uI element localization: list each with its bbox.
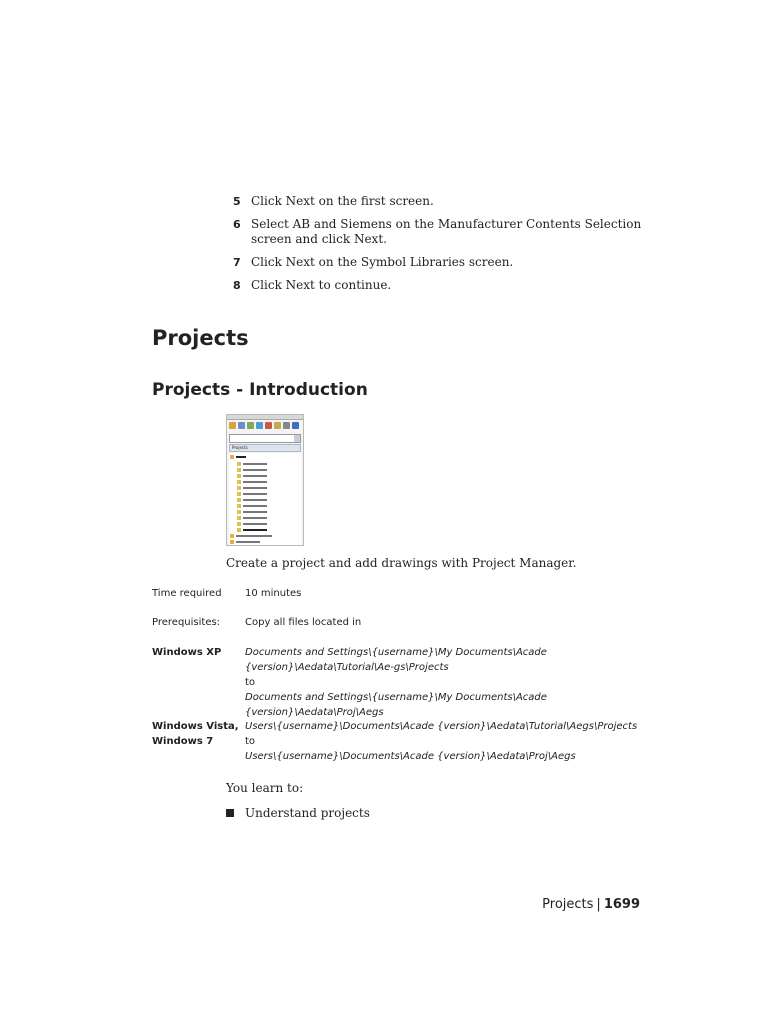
- drawing-icon: [237, 498, 241, 502]
- help-icon: [292, 422, 299, 429]
- info-value: [245, 719, 642, 764]
- info-row-time: [152, 586, 642, 601]
- tree-row: [237, 468, 267, 472]
- step-item: [233, 255, 643, 270]
- tree-row: [230, 540, 260, 544]
- info-row-prereq: [152, 615, 642, 630]
- info-value: 10 minutes: [245, 588, 302, 599]
- step-text: Click Next on the Symbol Libraries screen.: [251, 255, 514, 269]
- destination-path: Users\{username}\Documents\Acade {version}\Aedata\Proj\Aegs: [245, 751, 576, 762]
- step-list: [233, 194, 643, 301]
- tree-header: [229, 444, 301, 452]
- page-number: 1699: [603, 897, 640, 912]
- drawing-icon: [237, 468, 241, 472]
- new-drawing-icon: [247, 422, 254, 429]
- open-project-icon: [229, 422, 236, 429]
- project-manager-screenshot: [226, 414, 304, 546]
- step-text: Click Next on the first screen.: [251, 194, 434, 208]
- drawing-icon: [237, 528, 241, 532]
- project-selector: [229, 434, 301, 443]
- learn-item-text: Understand projects: [245, 806, 370, 820]
- folder-icon: [230, 540, 234, 544]
- step-number: 5: [233, 195, 241, 208]
- info-value: [245, 645, 642, 720]
- tools-icon: [283, 422, 290, 429]
- info-row-windows-vista: [152, 719, 642, 764]
- tree-row: [237, 480, 267, 484]
- page-footer: [542, 897, 640, 912]
- step-text: Select AB and Siemens on the Manufacturer Contents Selection screen and click Next.: [251, 217, 642, 246]
- tree-row: [237, 510, 267, 514]
- tree-row: [237, 522, 267, 526]
- drawing-icon: [237, 522, 241, 526]
- info-label: Windows Vista, Windows 7: [152, 721, 239, 747]
- tree-row: [237, 498, 267, 502]
- drawing-icon: [237, 480, 241, 484]
- source-path: Documents and Settings\{username}\My Documents\Acade {version}\Aedata\Tutorial\Ae-gs\Projects: [245, 647, 547, 673]
- folder-icon: [230, 545, 234, 546]
- destination-path: Documents and Settings\{username}\My Documents\Acade {version}\Aedata\Proj\Aegs: [245, 692, 547, 718]
- folder-icon: [230, 455, 234, 459]
- drawing-icon: [237, 486, 241, 490]
- tree-row: [237, 504, 267, 508]
- drawing-icon: [237, 516, 241, 520]
- publish-icon: [274, 422, 281, 429]
- project-tree: [229, 453, 301, 546]
- tree-row: [237, 528, 267, 532]
- tree-row: [230, 455, 246, 459]
- info-label: Windows XP: [152, 647, 222, 658]
- step-number: 6: [233, 218, 241, 231]
- info-label: Time required: [152, 588, 222, 599]
- refresh-icon: [256, 422, 263, 429]
- step-number: 8: [233, 279, 241, 292]
- bullet-square-icon: [226, 809, 234, 817]
- drawing-icon: [237, 462, 241, 466]
- info-value: Copy all files located in: [245, 617, 362, 628]
- to-label: to: [245, 736, 256, 747]
- to-label: to: [245, 677, 256, 688]
- learn-item: [226, 806, 370, 821]
- tree-row: [237, 474, 267, 478]
- footer-separator: |: [596, 897, 601, 912]
- drawing-icon: [237, 504, 241, 508]
- tree-row: [230, 545, 254, 546]
- drawing-icon: [237, 492, 241, 496]
- subsection-title: Projects - Introduction: [152, 380, 368, 400]
- palette-toolbar: [227, 420, 303, 433]
- step-text: Click Next to continue.: [251, 278, 392, 292]
- learn-intro: You learn to:: [226, 781, 304, 795]
- step-item: [233, 278, 643, 293]
- new-project-icon: [238, 422, 245, 429]
- tree-row: [237, 492, 267, 496]
- info-label: Prerequisites:: [152, 617, 221, 628]
- properties-icon: [265, 422, 272, 429]
- tree-header-label: Projects: [232, 445, 248, 450]
- source-path: Users\{username}\Documents\Acade {version}\Aedata\Tutorial\Aegs\Projects: [245, 721, 638, 732]
- drawing-icon: [237, 474, 241, 478]
- footer-section: Projects: [542, 897, 594, 912]
- section-title: Projects: [152, 326, 249, 350]
- info-row-windows-xp: [152, 645, 642, 720]
- figure-caption: Create a project and add drawings with Project Manager.: [226, 556, 577, 570]
- drawing-icon: [237, 510, 241, 514]
- folder-icon: [230, 534, 234, 538]
- step-item: [233, 194, 643, 209]
- tree-row: [237, 486, 267, 490]
- tree-row: [230, 534, 272, 538]
- step-number: 7: [233, 256, 241, 269]
- step-item: [233, 217, 643, 247]
- tree-row: [237, 516, 267, 520]
- tree-row: [237, 462, 267, 466]
